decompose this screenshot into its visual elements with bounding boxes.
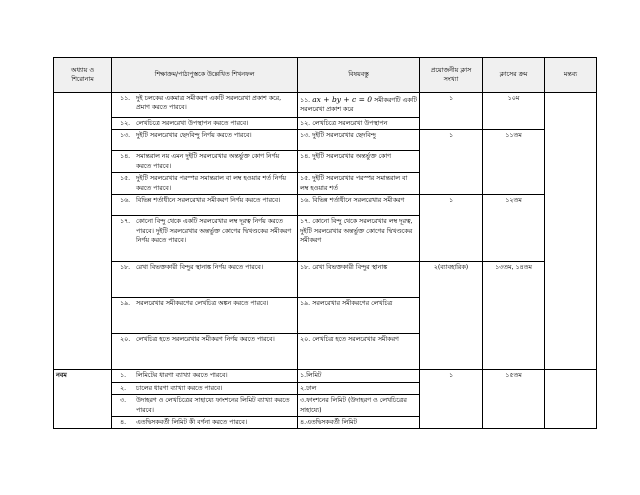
outcome-text: লেখচিত্রে সরলরেখা উপস্থাপন করতে পারবে। [136, 120, 249, 127]
content-cell [298, 262, 420, 298]
syllabus-table [53, 57, 597, 429]
outcome-number: ১৭. [120, 218, 131, 226]
outcome-cell [112, 262, 298, 298]
outcome-text: চালের ধারণা ব্যাখ্যা করতে পারবে। [136, 384, 223, 392]
content-number: ১১. [300, 97, 311, 104]
outcome-cell [112, 298, 298, 334]
outcome-number: ২. [120, 384, 127, 392]
content-number: ১৭. [300, 218, 311, 226]
content-text: লেখচিত্রে সরলরেখা উপস্থাপন [312, 120, 388, 127]
content-cell [298, 93, 420, 118]
chapter-cell [54, 93, 112, 370]
header-classes-line2: সংখ্যা [443, 76, 459, 83]
order-cell: ১৫তম [483, 370, 545, 429]
content-number: ১৮. [300, 264, 311, 272]
outcome-text: কোনো বিন্দু থেকে একটি সরলরেখার লম্ব দূরত্ব নির্ণয় করতে পারবে। দুইটি সরলরেখার অন্তর্ভুক্ত কোণের দ্বিখণ্ডকের সমীকরণ নির্ণয় করতে পারবে। [136, 218, 292, 245]
content-text: দুইটি সরলরেখার পরস্পর সমান্তরাল বা লম্ব হওয়ার শর্ত [300, 175, 408, 192]
order-cell: ১৩তম, ১৪তম [483, 262, 545, 370]
outcome-cell [112, 416, 298, 428]
table-row [54, 262, 597, 298]
remarks-cell [545, 93, 597, 370]
outcome-number: ১৩. [120, 132, 131, 140]
outcome-text: এতদ্বিসকবর্তী লিমিট কী বর্ণনা করতে পারবে। [136, 418, 247, 426]
outcome-text: বিভিন্ন শর্তাধীনে সরলরেখার সমীকরণ নির্ণয় করতে পারবে। [136, 197, 281, 205]
outcome-cell [112, 382, 298, 394]
content-equation: ax + by + c = 0 [312, 95, 373, 104]
table-row [54, 195, 597, 216]
outcome-text: দুইটি সরলরেখার পরস্পর সমান্তরাল বা লম্ব হওয়ার শর্ত নির্ণয় করতে পারবে। [136, 175, 286, 192]
classes-cell: ২(ব্যাবহারিক) [420, 262, 483, 370]
outcome-number: ৩. [120, 397, 127, 405]
outcome-text: রেখা বিভক্তকারী বিন্দুর স্থানাঙ্ক নির্ণয় করতে পারবে। [136, 264, 263, 272]
content-cell: ৩.ফাংশনের লিমিট (উদাহরণ ও লেখচিত্রের সাহায্যে) [298, 395, 420, 417]
outcome-number: ১৯. [120, 300, 131, 308]
outcome-text: দুই চলকের একমাত্র সমীকরণ একটি সরলরেখা প্রকাশ করে, প্রমাণ করতে পারবে। [136, 95, 282, 112]
content-text: বিভিন্ন শর্তাধীনে সরলরেখার সমীকরণ [312, 197, 405, 205]
header-classes-line1: প্রয়োজনীয় ক্লাস [430, 66, 472, 74]
outcome-cell [112, 118, 298, 130]
outcome-cell [112, 370, 298, 382]
order-cell: ১২তম [483, 195, 545, 262]
outcome-number: ৪. [120, 418, 127, 426]
outcome-number: ১৪. [120, 153, 131, 161]
outcome-cell [112, 173, 298, 195]
content-cell [298, 334, 420, 370]
outcome-number: ১৬. [120, 197, 131, 205]
content-number: ১৩. [300, 132, 311, 140]
classes-cell: ১ [420, 370, 483, 429]
outcome-number: ১. [120, 372, 127, 380]
outcome-number: ১৮. [120, 264, 131, 272]
header-chapter-line1: অধ্যায় ও [71, 66, 94, 74]
content-number: ১৪. [300, 153, 311, 161]
content-number: ১৫. [300, 175, 311, 183]
order-cell: ১০ম [483, 93, 545, 130]
table-row [54, 370, 597, 382]
outcome-cell [112, 93, 298, 118]
outcome-cell [112, 195, 298, 216]
content-text: সমীকরণটি একটি সরলরেখা প্রকাশ করে [300, 97, 417, 114]
content-cell [298, 298, 420, 334]
outcome-number: ১৫. [120, 175, 131, 183]
content-number: ১৬. [300, 197, 311, 205]
outcome-cell [112, 395, 298, 417]
outcome-text: উদাহরণ ও লেখচিত্রের সাহায্যে ফাংশনের লিমিট ব্যাখ্যা করতে পারবে। [136, 397, 290, 414]
outcome-text: লিমিটের ধারণা ব্যাখ্যা করতে পারবে। [136, 372, 228, 380]
header-chapter [54, 58, 112, 93]
outcome-cell [112, 216, 298, 262]
content-text: দুইটি সরলরেখার অন্তর্ভুক্ত কোণ [312, 153, 391, 161]
outcome-text: লেখচিত্র হতে সরলরেখার সমীকরণ নির্ণয় করতে পারবে। [136, 336, 275, 344]
header-classes [420, 58, 483, 93]
remarks-cell [545, 370, 597, 429]
content-cell [298, 195, 420, 216]
outcome-number: ২০. [120, 336, 131, 344]
content-cell [298, 151, 420, 173]
header-chapter-line2: শিরোনাম [71, 76, 94, 83]
header-remarks: মন্তব্য [545, 58, 597, 93]
content-text: সরলরেখার সমীকরণের লেখচিত্র [312, 300, 393, 308]
content-cell [298, 118, 420, 130]
outcome-text: সমান্তরাল নয় এমন দুইটি সরলরেখার অন্তর্ভুক্ত কোণ নির্ণয় করতে পারবে। [136, 153, 280, 170]
table-row [54, 93, 597, 118]
order-cell: ১১তম [483, 130, 545, 195]
header-outcomes: শিক্ষাক্রম/পাঠ্যপুস্তকে উল্লেখিত শিখনফল [112, 58, 298, 93]
content-number: ২০. [300, 336, 311, 344]
classes-cell: ১ [420, 130, 483, 195]
content-text: কোনো বিন্দু থেকে সরলরেখার লম্ব দূরত্ব, দুইটি সরলরেখার অন্তর্ভুক্ত কোণের দ্বিখণ্ডকের সমীকরণ [300, 218, 413, 245]
outcome-number: ১২. [120, 120, 131, 127]
outcome-number: ১১. [120, 95, 131, 102]
content-cell: ৪.এতদ্বিসকবর্তী লিমিট [298, 416, 420, 428]
content-cell [298, 173, 420, 195]
chapter-title: নবম [54, 370, 112, 429]
header-content: বিষয়বস্তু [298, 58, 420, 93]
content-number: ১২. [300, 120, 311, 127]
content-cell [298, 216, 420, 262]
content-number: ১৯. [300, 300, 311, 308]
content-cell: ২.ঢাল [298, 382, 420, 394]
header-row [54, 58, 597, 93]
content-text: দুইটি সরলরেখার ছেদবিন্দু [312, 132, 376, 140]
content-text: লেখচিত্র হতে সরলরেখার সমীকরণ [312, 336, 399, 344]
outcome-text: সরলরেখার সমীকরণের লেখচিত্র অঙ্কন করতে পারবে। [136, 300, 269, 308]
outcome-cell [112, 334, 298, 370]
content-cell [298, 130, 420, 151]
outcome-text: দুইটি সরলরেখার ছেদবিন্দু নির্ণয় করতে পারবে। [136, 132, 252, 140]
table-row [54, 130, 597, 151]
header-order: ক্লাসের ক্রম [483, 58, 545, 93]
outcome-cell [112, 151, 298, 173]
outcome-cell [112, 130, 298, 151]
classes-cell: ১ [420, 195, 483, 262]
content-cell: ১.লিমিট [298, 370, 420, 382]
classes-cell: ১ [420, 93, 483, 130]
content-text: রেখা বিভক্তকারী বিন্দুর স্থানাঙ্ক [312, 264, 388, 272]
